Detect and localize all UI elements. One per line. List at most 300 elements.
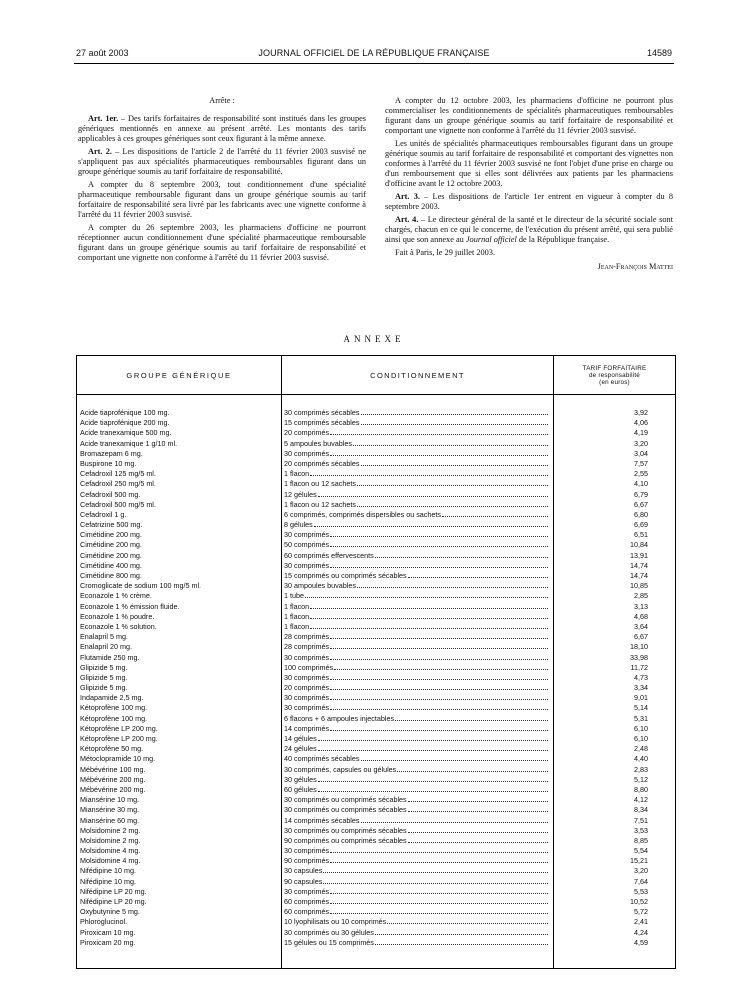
cell-conditionnement [284,439,548,449]
cell-conditionnement [284,540,548,550]
cell-conditionnement [284,683,548,693]
cell-conditionnement-text: 15 comprimés ou comprimés sécables [284,571,407,580]
table-row [77,683,675,693]
cell-tarif: 4,40 [634,754,648,764]
cell-tarif: 2,85 [634,591,648,601]
cell-conditionnement [284,653,548,663]
table-row [77,897,675,907]
cell-tarif: 3,20 [634,866,648,876]
table-row [77,561,675,571]
dot-leader [408,571,548,578]
cell-conditionnement [284,856,548,866]
cell-groupe-generique: Molsidomine 2 mg. [80,825,141,835]
cell-conditionnement [284,449,548,459]
cell-conditionnement [284,418,548,428]
cell-conditionnement [284,938,548,948]
cell-tarif: 5,54 [634,846,648,856]
table-row [77,724,675,734]
cell-groupe-generique: Nifédipine 10 mg. [80,876,136,886]
table-row [77,693,675,703]
table-row [77,917,675,927]
cell-conditionnement-text: 28 comprimés [284,642,330,652]
cell-tarif: 3,64 [634,621,648,631]
cell-tarif: 2,48 [634,744,648,754]
header-tarif [554,356,675,394]
cell-tarif: 6,10 [634,723,648,733]
cell-groupe-generique: Glipizide 5 mg. [80,672,128,682]
cell-tarif: 11,72 [630,662,648,672]
cell-groupe-generique: Enalapril 20 mg. [80,642,132,652]
cell-conditionnement-text: 50 comprimés [284,540,330,550]
dot-leader [330,632,548,639]
dot-leader [353,439,548,446]
dot-leader [375,928,548,935]
cell-conditionnement [284,795,548,805]
cell-groupe-generique: Econazole 1 % solution. [80,621,157,631]
cell-conditionnement-text: 30 comprimés ou 30 gélules [284,927,374,937]
dot-leader [408,836,548,843]
cell-conditionnement-text: 40 comprimés sécables [284,754,360,764]
cell-groupe-generique: Enalapril 5 mg. [80,632,128,642]
dot-leader [357,479,548,486]
paragraph-8-septembre: A compter du 8 septembre 2003, tout conditionnement d'une spécialité pharmaceutique remboursable figurant dans un groupe générique soumis au tarif forfaitaire de responsabilité sera livré par les fabricants avec une vignette conforme à l'arrêté du 11 février 2003 susvisé. [78,180,366,219]
paragraph-unites: Les unités de spécialités pharmaceutiques remboursables figurant dans un groupe générique soumis au tarif forfaitaire de responsabilité et comportant des vignettes non conformes à l'arrêté du 11 février 2003 susvisé ne font l'objet d'une prise en charge ou d'un remboursement que si elles sont délivrées aux patients par les pharmaciens d'officine avant le 12 octobre 2003. [385,139,673,188]
cell-conditionnement [284,785,548,795]
table-row [77,449,675,459]
cell-conditionnement-text: 90 comprimés [284,856,330,866]
cell-tarif: 6,80 [634,509,648,519]
table-row [77,836,675,846]
cell-conditionnement [284,734,548,744]
table-row [77,754,675,764]
article-2-text: – Les dispositions de l'article 2 de l'arrêté du 11 février 2003 susvisé ne s'appliquent pas aux spécialités pharmaceutiques remboursables figurant dans un groupe générique soumis au tarif forfaitaire de responsabilité. [78,147,367,176]
header-tarif-line2: de responsabilité [588,371,640,379]
cell-conditionnement [284,877,548,887]
dot-leader [357,581,548,588]
cell-conditionnement [284,928,548,938]
dot-leader [330,683,548,690]
cell-groupe-generique: Nifédipine LP 20 mg. [80,886,147,896]
dot-leader [310,469,548,476]
dot-leader [387,917,548,924]
dot-leader [318,490,548,497]
cell-conditionnement-text: 30 comprimés [284,560,330,570]
cell-tarif: 3,13 [634,601,648,611]
article-4 [385,215,673,245]
cell-tarif: 10,52 [630,897,648,906]
table-row [77,530,675,540]
cell-tarif: 3,92 [634,408,648,417]
cell-tarif: 7,57 [634,458,648,468]
cell-conditionnement [284,469,548,479]
paragraph-12-octobre: A compter du 12 octobre 2003, les pharmaciens d'officine ne pourront plus commercialiser les conditionnements de spécialités pharmaceutiques remboursables figurant dans un groupe générique soumis au tarif forfaitaire de responsabilité et comportant une vignette non conforme à l'arrêté du 11 février 2003 susvisé. [385,96,673,135]
dot-leader [361,816,548,823]
cell-tarif: 5,53 [634,886,648,896]
cell-conditionnement-text: 30 comprimés [284,448,330,458]
dot-leader [330,653,548,660]
annexe-title: ANNEXE [343,334,405,344]
cell-conditionnement [284,836,548,846]
cell-groupe-generique: Acide tranexamique 500 mg. [80,428,172,438]
cell-conditionnement [284,724,548,734]
table-row [77,642,675,652]
cell-tarif: 2,55 [634,469,648,479]
cell-conditionnement-text: 30 ampoules buvables [284,581,356,591]
cell-conditionnement [284,673,548,683]
cell-tarif: 5,12 [634,774,648,784]
table-row [77,540,675,550]
cell-groupe-generique: Flutamide 250 mg. [80,652,140,662]
table-row [77,673,675,683]
cell-conditionnement-text: 60 comprimés [284,897,330,906]
cell-groupe-generique: Piroxicam 20 mg. [80,937,136,947]
cell-conditionnement-text: 30 comprimés, capsules ou gélules [284,764,397,774]
cell-conditionnement [284,479,548,489]
cell-groupe-generique: Econazole 1 % émission fluide. [80,601,180,611]
cell-groupe-generique: Molsidomine 4 mg. [80,856,141,866]
cell-conditionnement [284,805,548,815]
table-row [77,734,675,744]
cell-conditionnement-text: 30 gélules [284,774,317,784]
cell-conditionnement-text: 14 comprimés [284,723,330,733]
cell-groupe-generique: Mébévérine 100 mg. [80,764,146,774]
right-text-column [385,96,673,275]
fait-a-paris: Fait à Paris, le 29 juillet 2003. [395,248,496,257]
cell-conditionnement-text: 1 flacon ou 12 sachets [284,499,356,509]
dot-leader [330,673,548,680]
article-2 [78,147,366,177]
cell-tarif: 10,85 [630,581,648,591]
cell-tarif: 4,06 [634,418,648,428]
dot-leader [330,856,548,863]
cell-groupe-generique: Miansérine 10 mg. [80,795,140,805]
cell-conditionnement-text: 5 ampoules buvables [284,438,352,448]
table-row [77,428,675,438]
cell-conditionnement-text: 30 comprimés [284,672,330,682]
cell-conditionnement-text: 20 comprimés [284,428,330,438]
cell-tarif: 8,34 [634,805,648,815]
table-row [77,887,675,897]
cell-groupe-generique: Kétoprofène LP 200 mg. [80,734,158,743]
cell-tarif: 10,84 [630,540,648,550]
cell-tarif: 6,79 [634,489,648,499]
header-rule [74,63,674,64]
table-row [77,938,675,948]
table-row [77,510,675,520]
table-row [77,795,675,805]
cell-conditionnement-text: 60 comprimés [284,907,330,917]
cell-tarif: 6,67 [634,499,648,509]
cell-groupe-generique: Indapamide 2,5 mg. [80,693,144,703]
cell-groupe-generique: Acide tranexamique 1 g/10 ml. [80,438,178,448]
cell-conditionnement [284,642,548,652]
cell-conditionnement-text: 30 comprimés [284,886,330,896]
dot-leader [442,510,548,517]
cell-groupe-generique: Bromazepam 6 mg. [80,448,143,458]
cell-groupe-generique: Econazole 1 % crème. [80,591,152,601]
cell-conditionnement-text: 30 comprimés ou comprimés sécables [284,805,407,815]
dot-leader [318,785,548,792]
table-row [77,785,675,795]
cell-conditionnement [284,581,548,591]
cell-groupe-generique: Kétoprofène 100 mg. [80,713,148,723]
dot-leader [357,500,548,507]
cell-conditionnement [284,632,548,642]
table-row [77,703,675,713]
table-row [77,846,675,856]
cell-conditionnement [284,561,548,571]
article-4-label: Art. 4. [395,215,419,224]
cell-conditionnement [284,775,548,785]
dot-leader [330,703,548,710]
cell-groupe-generique: Kétoprofène 50 mg. [80,744,144,754]
cell-tarif: 15,21 [630,856,648,866]
cell-conditionnement-text: 90 capsules [284,876,323,886]
header-tarif-line3: (en euros) [599,378,630,386]
cell-conditionnement [284,765,548,775]
table-header [77,356,675,395]
cell-tarif: 7,64 [634,876,648,886]
cell-tarif: 8,85 [634,835,648,845]
dot-leader [305,591,548,598]
cell-groupe-generique: Glipizide 5 mg. [80,662,128,672]
cell-conditionnement-text: 28 comprimés [284,632,330,642]
cell-tarif: 2,83 [634,764,648,774]
dot-leader [330,887,548,894]
paragraph-26-septembre: A compter du 26 septembre 2003, les pharmaciens d'officine ne pourront réceptionner aucun conditionnement d'une spécialité pharmaceutique remboursable figurant dans un groupe générique soumis au tarif forfaitaire de responsabilité et comportant une vignette non conforme à l'arrêté du 11 février 2003 susvisé. [78,223,366,262]
article-3 [385,192,673,212]
table-row [77,816,675,826]
cell-tarif: 2,41 [634,917,648,927]
cell-tarif: 14,74 [630,571,648,580]
cell-conditionnement [284,744,548,754]
cell-conditionnement-text: 20 comprimés sécables [284,458,360,468]
article-3-text: – Les dispositions de l'article 1er entrent en vigueur à compter du 8 septembre 2003. [385,192,673,211]
cell-conditionnement-text: 90 comprimés ou comprimés sécables [284,835,407,845]
cell-conditionnement-text: 30 comprimés [284,703,330,713]
table-row [77,663,675,673]
table-row [77,418,675,428]
cell-tarif: 5,72 [634,907,648,917]
cell-conditionnement [284,693,548,703]
page-header [76,48,672,60]
cell-groupe-generique: Cromoglicate de sodium 100 mg/5 ml. [80,581,202,591]
cell-groupe-generique: Phloroglucinol. [80,917,128,927]
cell-tarif: 4,68 [634,611,648,621]
cell-conditionnement-text: 1 tube [284,591,304,601]
cell-conditionnement [284,663,548,673]
page-number: 14589 [646,48,672,58]
cell-conditionnement [284,714,548,724]
table-row [77,714,675,724]
cell-conditionnement-text: 60 gélules [284,784,317,794]
cell-conditionnement-text: 6 flacons + 6 ampoules injectables [284,713,395,723]
cell-conditionnement [284,887,548,897]
dot-leader [330,540,548,547]
dot-leader [408,805,548,812]
journal-title: JOURNAL OFFICIEL DE LA RÉPUBLIQUE FRANÇAISE [258,48,490,58]
table-row [77,877,675,887]
cell-tarif: 4,73 [634,672,648,682]
cell-tarif: 6,51 [634,530,648,540]
table-row [77,490,675,500]
cell-conditionnement-text: 30 comprimés [284,652,330,662]
cell-conditionnement-text: 30 comprimés [284,846,330,856]
cell-conditionnement-text: 30 comprimés sécables [284,408,360,417]
cell-groupe-generique: Cefadroxil 500 mg/5 ml. [80,499,156,509]
cell-tarif: 5,31 [634,713,648,723]
cell-conditionnement [284,530,548,540]
cell-tarif: 5,14 [634,703,648,713]
signature: Jean-François Mattei [597,262,673,271]
dot-leader [323,866,548,873]
cell-groupe-generique: Nifédipine 10 mg. [80,866,136,876]
cell-tarif: 14,74 [630,560,648,570]
dot-leader [408,826,548,833]
cell-tarif: 4,10 [634,479,648,489]
cell-tarif: 6,69 [634,520,648,530]
cell-conditionnement [284,622,548,632]
cell-conditionnement-text: 30 comprimés ou comprimés sécables [284,795,407,805]
cell-groupe-generique: Glipizide 5 mg. [80,683,128,693]
table-row [77,826,675,836]
table-row [77,500,675,510]
cell-tarif: 6,67 [634,632,648,642]
header-date: 27 août 2003 [76,48,129,58]
table-row [77,744,675,754]
cell-groupe-generique: Piroxicam 10 mg. [80,927,136,937]
cell-tarif: 18,10 [630,642,648,652]
cell-conditionnement [284,754,548,764]
dot-leader [375,551,548,558]
cell-conditionnement-text: 1 flacon ou 12 sachets [284,479,356,489]
cell-tarif: 4,59 [634,937,648,947]
dot-leader [330,724,548,731]
cell-conditionnement-text: 30 capsules [284,866,323,876]
cell-tarif: 4,12 [634,795,648,805]
table-row [77,439,675,449]
cell-conditionnement-text: 1 flacon [284,469,310,479]
cell-conditionnement [284,602,548,612]
cell-conditionnement-text: 14 comprimés sécables [284,815,360,825]
dot-leader [397,765,548,772]
table-row [77,459,675,469]
cell-conditionnement-text: 1 flacon [284,601,310,611]
dot-leader [395,714,548,721]
cell-tarif: 3,20 [634,438,648,448]
dot-leader [361,754,548,761]
cell-groupe-generique: Oxybutynine 5 mg. [80,907,140,917]
cell-groupe-generique: Molsidomine 4 mg. [80,846,141,856]
dot-leader [361,408,548,415]
cell-groupe-generique: Nifédipine LP 20 mg. [80,897,147,906]
table-row [77,469,675,479]
dot-leader [334,663,548,670]
table-row [77,765,675,775]
table-row [77,856,675,866]
cell-conditionnement-text: 12 gélules [284,489,317,499]
table-row [77,866,675,876]
table-row [77,520,675,530]
cell-conditionnement [284,897,548,907]
cell-groupe-generique: Kétoprofène LP 200 mg. [80,723,158,733]
table-row [77,551,675,561]
table-row [77,928,675,938]
dot-leader [318,734,548,741]
dot-leader [330,693,548,700]
cell-conditionnement-text: 10 lyophilisats ou 10 comprimés [284,917,387,927]
cell-groupe-generique: Cefadroxil 500 mg. [80,489,141,499]
cell-conditionnement-text: 8 gélules [284,520,313,530]
cell-conditionnement [284,846,548,856]
cell-conditionnement [284,816,548,826]
cell-conditionnement-text: 14 gélules [284,734,317,743]
cell-conditionnement-text: 30 comprimés [284,530,330,540]
table-row [77,653,675,663]
table-row [77,612,675,622]
cell-conditionnement-text: 1 flacon [284,621,310,631]
table-row [77,408,675,418]
cell-tarif: 3,34 [634,683,648,693]
article-1 [78,114,366,144]
cell-groupe-generique: Cimétidine 800 mg. [80,571,142,580]
cell-groupe-generique: Miansérine 30 mg. [80,805,140,815]
cell-tarif: 33,98 [630,652,648,662]
cell-conditionnement-text: 15 comprimés sécables [284,418,360,428]
cell-groupe-generique: Cefadroxil 250 mg/5 ml. [80,479,156,489]
dot-leader [408,795,548,802]
cell-conditionnement-text: 60 comprimés effervescents [284,550,374,560]
dot-leader [310,622,548,629]
cell-conditionnement-text: 30 comprimés [284,693,330,703]
cell-conditionnement [284,500,548,510]
cell-groupe-generique: Cimétidine 400 mg. [80,560,142,570]
cell-conditionnement-text: 30 comprimés ou comprimés sécables [284,825,407,835]
cell-conditionnement [284,826,548,836]
header-conditionnement: CONDITIONNEMENT [370,370,465,380]
cell-groupe-generique: Cimétidine 200 mg. [80,530,142,540]
cell-conditionnement-text: 24 gélules [284,744,317,754]
article-4-journal-italic: Journal officiel [465,235,517,244]
cell-groupe-generique: Métoclopramide 10 mg. [80,754,156,764]
dot-leader [330,642,548,649]
cell-tarif: 8,80 [634,784,648,794]
cell-groupe-generique: Cefadroxil 125 mg/5 ml. [80,469,156,479]
cell-conditionnement [284,510,548,520]
table-row [77,775,675,785]
dot-leader [330,449,548,456]
cell-conditionnement [284,428,548,438]
dot-leader [330,530,548,537]
cell-groupe-generique: Molsidomine 2 mg. [80,835,141,845]
cell-groupe-generique: Cimétidine 200 mg. [80,550,142,560]
dot-leader [375,938,548,945]
article-3-label: Art. 3. [395,192,420,201]
cell-tarif: 3,04 [634,448,648,458]
left-text-column [78,96,366,266]
cell-conditionnement-text: 20 comprimés [284,683,330,693]
header-tarif-line1: TARIF FORFAITAIRE [582,364,647,372]
cell-conditionnement [284,703,548,713]
cell-conditionnement [284,571,548,581]
cell-conditionnement [284,907,548,917]
table-row [77,632,675,642]
cell-groupe-generique: Acide tiaprofénique 200 mg. [80,418,170,428]
article-4-text-b: de la République française. [516,235,610,244]
article-1-label: Art. 1er. [88,114,119,123]
table-body [77,408,675,948]
cell-conditionnement [284,520,548,530]
